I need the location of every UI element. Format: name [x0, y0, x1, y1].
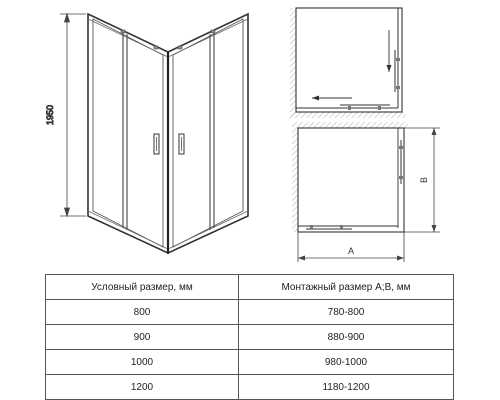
cell-mounting: 780-800 [239, 300, 454, 325]
size-table [45, 274, 454, 400]
wall-left-hatch-2 [292, 128, 298, 232]
cell-mounting: 980-1000 [239, 350, 454, 375]
height-label: 1950 [45, 104, 55, 126]
table-row [46, 325, 454, 350]
door-handle-right [179, 134, 184, 154]
header-nominal-size: Условный размер, мм [46, 275, 239, 300]
wall-bottom-hatch [290, 112, 406, 118]
cell-mounting: 1180-1200 [239, 375, 454, 400]
height-dimension-line [60, 14, 86, 216]
table-row [46, 375, 454, 400]
header-mounting-size: Монтажный размер A;B, мм [239, 275, 454, 300]
door-handle-left [154, 134, 159, 154]
cell-nominal: 1200 [46, 375, 239, 400]
wall-left-hatch [290, 8, 296, 118]
table-header-row [46, 275, 454, 300]
installation-view [292, 122, 440, 262]
table-row [46, 350, 454, 375]
top-view-plan [290, 8, 406, 118]
dimension-a-label: A [347, 246, 355, 256]
dimension-b-label: B [419, 176, 429, 184]
cell-nominal: 800 [46, 300, 239, 325]
slide-arrow-horizontal [312, 96, 352, 101]
perspective-view [45, 14, 248, 253]
slide-arrow-vertical [387, 30, 392, 72]
wall-top-hatch-2 [292, 122, 408, 128]
cell-mounting: 880-900 [239, 325, 454, 350]
cell-nominal: 900 [46, 325, 239, 350]
table-row [46, 300, 454, 325]
cell-nominal: 1000 [46, 350, 239, 375]
